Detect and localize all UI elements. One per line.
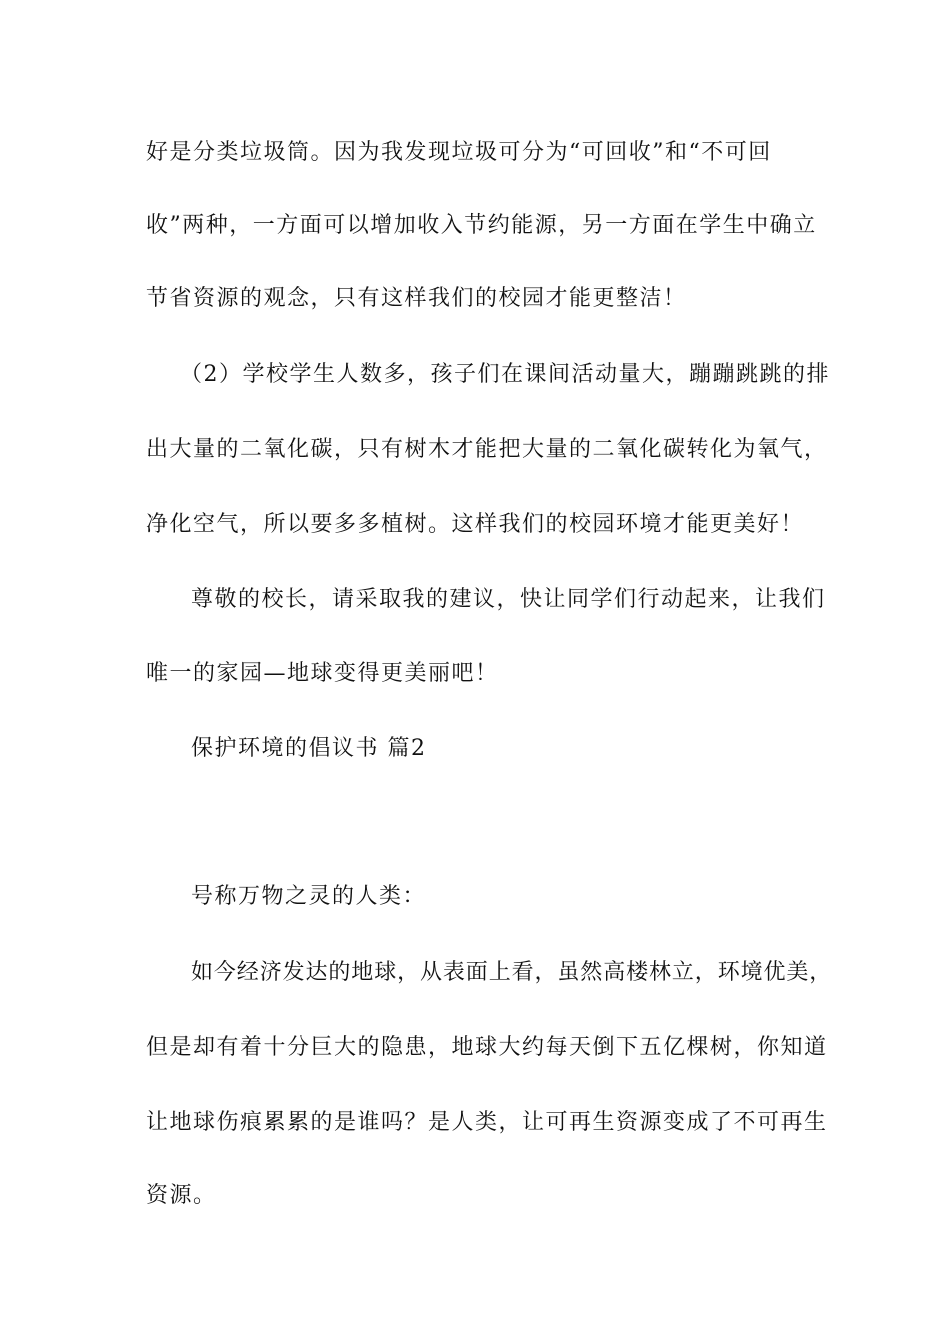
paragraph-line: 资源。 xyxy=(146,1183,217,1208)
paragraph-line: 让地球伤痕累累的是谁吗？是人类，让可再生资源变成了不可再生 xyxy=(146,1110,828,1135)
paragraph-line: 如今经济发达的地球，从表面上看，虽然高楼林立，环境优美， xyxy=(191,960,833,985)
paragraph-line: （2）学校学生人数多，孩子们在课间活动量大，蹦蹦跳跳的排 xyxy=(180,362,830,387)
paragraph-line: 净化空气，所以要多多植树。这样我们的校园环境才能更美好！ xyxy=(146,512,805,537)
paragraph-line: 出大量的二氧化碳，只有树木才能把大量的二氧化碳转化为氧气， xyxy=(146,437,828,462)
salutation: 号称万物之灵的人类： xyxy=(191,884,427,909)
paragraph-line: 但是却有着十分巨大的隐患，地球大约每天倒下五亿棵树，你知道 xyxy=(146,1035,828,1060)
paragraph-line: 收”两种，一方面可以增加收入节约能源，另一方面在学生中确立 xyxy=(146,213,817,238)
paragraph-line: 唯一的家园—地球变得更美丽吧！ xyxy=(146,661,499,686)
paragraph-line: 节省资源的观念，只有这样我们的校园才能更整洁！ xyxy=(146,286,687,311)
section-heading: 保护环境的倡议书 篇2 xyxy=(191,736,427,761)
paragraph-line: 好是分类垃圾筒。因为我发现垃圾可分为“可回收”和“不可回 xyxy=(146,140,772,165)
paragraph-line: 尊敬的校长，请采取我的建议，快让同学们行动起来，让我们 xyxy=(191,587,826,612)
